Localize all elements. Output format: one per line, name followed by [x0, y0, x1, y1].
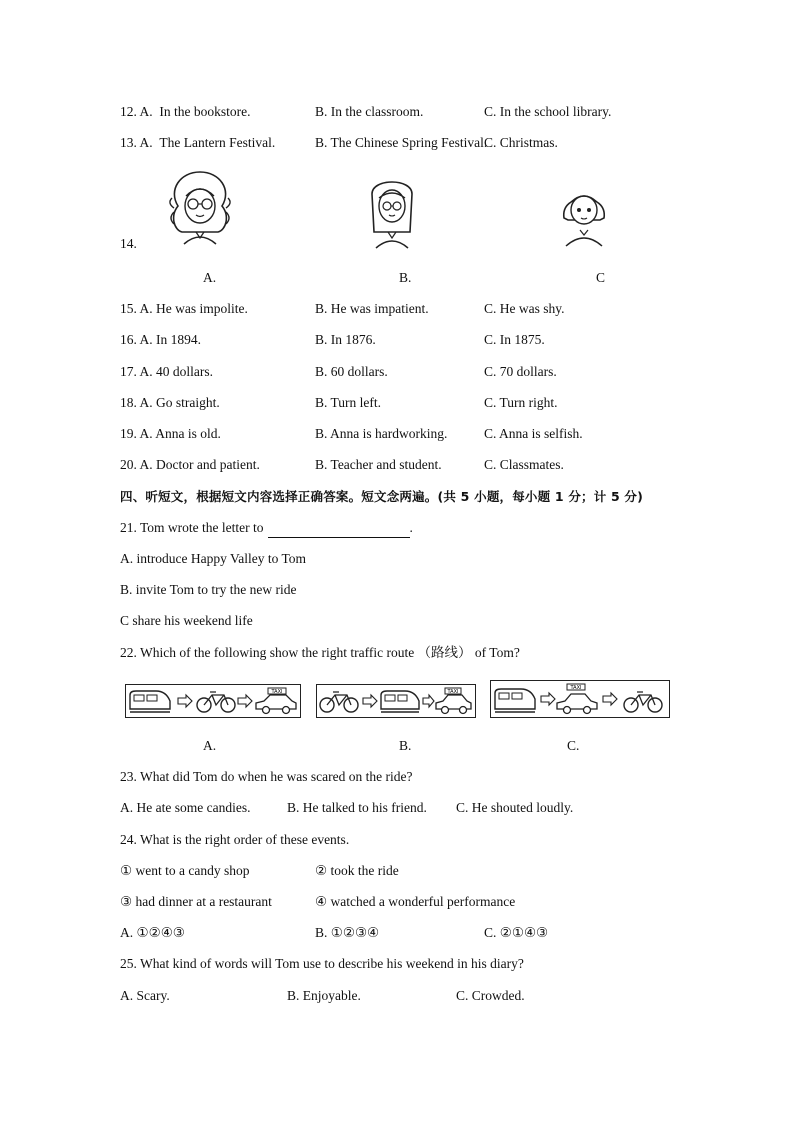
- q25-option-a: A. Scary.: [120, 988, 170, 1003]
- q20-option-b: B. Teacher and student.: [315, 457, 442, 472]
- q21-option-a: A. introduce Happy Valley to Tom: [120, 551, 307, 566]
- q14-label-b: B.: [399, 270, 412, 285]
- arrow-icon: [363, 695, 377, 707]
- question-16: [0, 330, 794, 350]
- question-25-options: [0, 986, 794, 1006]
- q16-option-a: 16. A. In 1894.: [120, 332, 201, 347]
- girl-long-straight-hair-image: [362, 170, 422, 250]
- q15-option-c: C. He was shy.: [484, 301, 565, 316]
- q15-option-b: B. He was impatient.: [315, 301, 429, 316]
- question-17: [0, 362, 794, 382]
- q24-event-2: ② took the ride: [315, 863, 399, 878]
- arrow-icon: [178, 695, 192, 707]
- taxi-icon: [557, 684, 597, 714]
- bicycle-icon: [197, 692, 235, 712]
- q17-option-b: B. 60 dollars.: [315, 364, 388, 379]
- svg-text:TAXI: TAXI: [271, 689, 283, 695]
- svg-text:TAXI: TAXI: [570, 685, 582, 691]
- q24-option-a: A. ①②④③: [120, 925, 185, 940]
- q16-option-b: B. In 1876.: [315, 332, 376, 347]
- q18-option-b: B. Turn left.: [315, 395, 382, 410]
- q17-option-a: 17. A. 40 dollars.: [120, 364, 213, 379]
- question-12: [0, 102, 794, 122]
- question-19: [0, 424, 794, 444]
- q22-label-a: A.: [203, 738, 217, 753]
- q22-stem: 22. Which of the following show the right traffic route （路线） of Tom?: [120, 645, 520, 660]
- q23-option-c: C. He shouted loudly.: [456, 800, 574, 815]
- arrow-icon: [238, 695, 252, 707]
- q12-option-b: B. In the classroom.: [315, 104, 424, 119]
- q13-option-b: B. The Chinese Spring Festival.: [315, 135, 488, 150]
- q24-event-4: ④ watched a wonderful performance: [315, 894, 516, 909]
- q24-events-row-2: [0, 892, 794, 912]
- q25-stem: 25. What kind of words will Tom use to describe his weekend in his diary?: [120, 956, 524, 971]
- q18-option-c: C. Turn right.: [484, 395, 558, 410]
- q25-option-b: B. Enjoyable.: [287, 988, 361, 1003]
- q13-option-a: 13. A. The Lantern Festival.: [120, 135, 276, 150]
- q16-option-c: C. In 1875.: [484, 332, 545, 347]
- question-21-stem: 21. Tom wrote the letter to .: [0, 518, 794, 538]
- q19-option-a: 19. A. Anna is old.: [120, 426, 221, 441]
- girl-curly-hair-glasses-image: [160, 168, 240, 248]
- q21-stem: 21. Tom wrote the letter to: [120, 520, 264, 535]
- train-icon: [495, 689, 535, 712]
- taxi-icon: [256, 688, 296, 714]
- q23-option-a: A. He ate some candies.: [120, 800, 251, 815]
- q20-option-c: C. Classmates.: [484, 457, 564, 472]
- arrow-icon: [603, 693, 617, 705]
- q24-option-c: C. ②①④③: [484, 925, 549, 940]
- q19-option-c: C. Anna is selfish.: [484, 426, 583, 441]
- q23-option-b: B. He talked to his friend.: [287, 800, 427, 815]
- q24-events-row-1: [0, 861, 794, 881]
- q14-number: 14.: [120, 236, 137, 251]
- q12-option-c: C. In the school library.: [484, 104, 612, 119]
- section-4-heading-row: [0, 487, 794, 507]
- question-20: [0, 455, 794, 475]
- q22-label-b: B.: [399, 738, 412, 753]
- train-icon: [381, 691, 419, 712]
- q13-option-c: C. Christmas.: [484, 135, 558, 150]
- question-15: [0, 299, 794, 319]
- q23-stem: 23. What did Tom do when he was scared on the ride?: [120, 769, 413, 784]
- q24-event-1: ① went to a candy shop: [120, 863, 250, 878]
- question-18: [0, 393, 794, 413]
- q20-option-a: 20. A. Doctor and patient.: [120, 457, 260, 472]
- route-c-image: [490, 680, 670, 718]
- q25-option-c: C. Crowded.: [456, 988, 525, 1003]
- svg-text:TAXI: TAXI: [447, 689, 459, 695]
- arrow-icon: [423, 695, 434, 707]
- girl-short-bob-hair-image: [556, 178, 612, 248]
- q12-option-a: 12. A. In the bookstore.: [120, 104, 251, 119]
- q21-answer-blank[interactable]: [268, 523, 410, 538]
- q22-label-c: C.: [567, 738, 580, 753]
- bicycle-icon: [624, 692, 662, 712]
- question-23-options: [0, 798, 794, 818]
- train-icon: [130, 691, 170, 712]
- q24-stem: 24. What is the right order of these events.: [120, 832, 350, 847]
- route-b-image: [316, 684, 476, 718]
- q17-option-c: C. 70 dollars.: [484, 364, 557, 379]
- q19-option-b: B. Anna is hardworking.: [315, 426, 448, 441]
- q14-label-a: A.: [203, 270, 217, 285]
- q24-event-3: ③ had dinner at a restaurant: [120, 894, 272, 909]
- route-a-image: [125, 684, 301, 718]
- question-24-options: [0, 923, 794, 943]
- taxi-icon: [436, 688, 471, 714]
- q24-option-b: B. ①②③④: [315, 925, 380, 940]
- q21-option-b: B. invite Tom to try the new ride: [120, 582, 297, 597]
- q18-option-a: 18. A. Go straight.: [120, 395, 220, 410]
- section-4-heading: 四、听短文，根据短文内容选择正确答案。短文念两遍。(共 5 小题，每小题 1 分；计 5 分): [120, 489, 644, 504]
- q21-option-c: C share his weekend life: [120, 613, 253, 628]
- bicycle-icon: [320, 692, 358, 712]
- q15-option-a: 15. A. He was impolite.: [120, 301, 248, 316]
- arrow-icon: [541, 693, 555, 705]
- question-13: [0, 133, 794, 153]
- q14-label-c: C: [596, 270, 606, 285]
